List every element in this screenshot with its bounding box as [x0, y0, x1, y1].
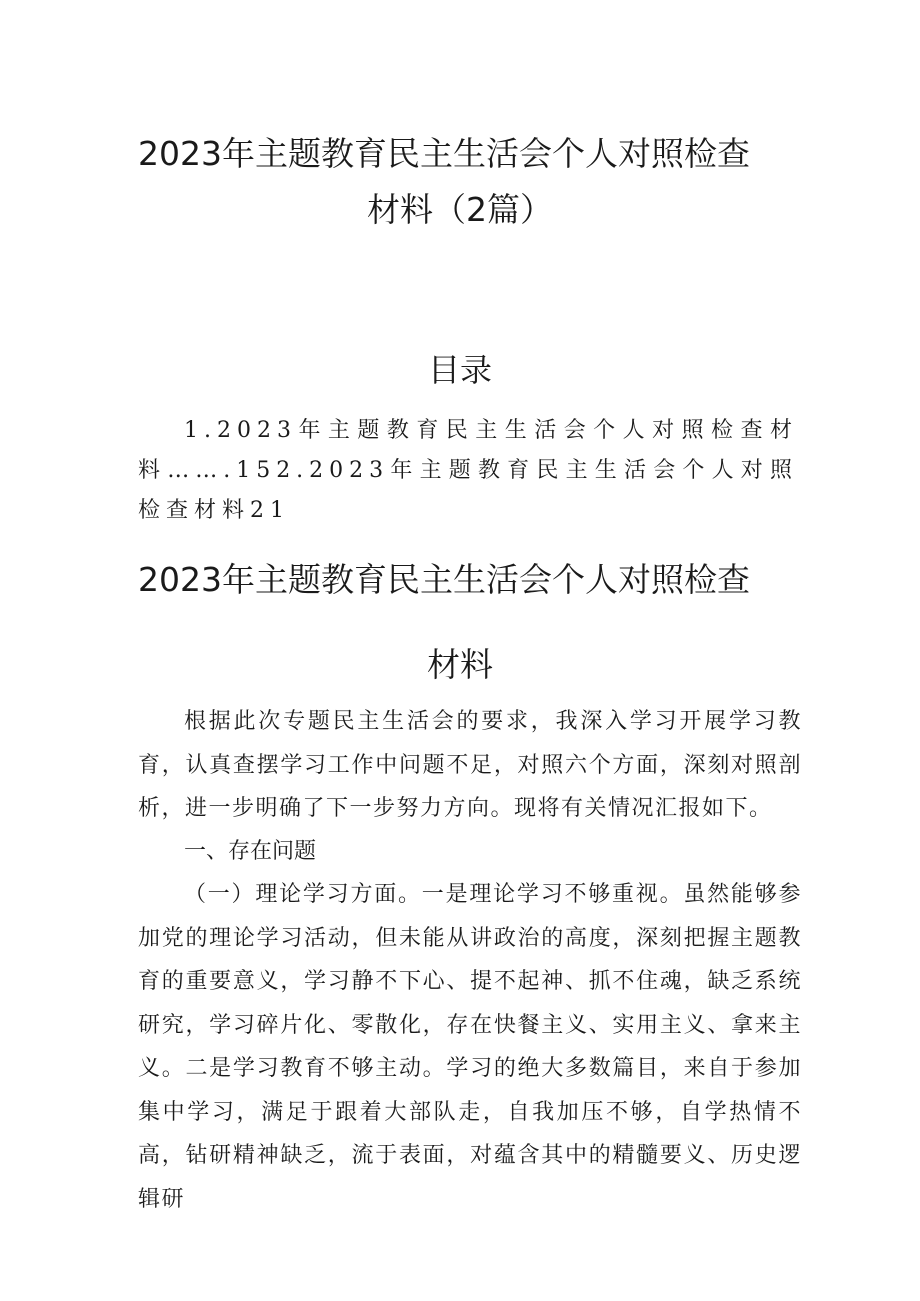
article-title-line-2: 材料 — [427, 645, 493, 684]
body-paragraph: （一）理论学习方面。一是理论学习不够重视。虽然能够参加党的理论学习活动，但未能从讲政治的高度，深刻把握主题教育的重要意义，学习静不下心、提不起神、抓不住魂，缺乏系统研究，学习碎片化、零散化，存在快餐主义、实用主义、拿来主义。二是学习教育不够主动。学习的绝大多数篇目，来自于参加集中学习，满足于跟着大部队走，自我加压不够，自学热情不高，钻研精神缺乏，流于表面，对蕴含其中的精髓要义、历史逻辑研 — [138, 882, 802, 1212]
toc-entries: 1.2023年主题教育民主生活会个人对照检查材料…….152.2023年主题教育民主生活会个人对照检查材料21 — [138, 418, 798, 523]
document-title-line-1: 2023年主题教育民主生活会个人对照检查 — [138, 134, 750, 173]
toc-heading: 目录 — [427, 351, 492, 389]
section-heading: 一、存在问题 — [184, 839, 317, 864]
article-title-line-1: 2023年主题教育民主生活会个人对照检查 — [138, 560, 750, 599]
intro-paragraph: 根据此次专题民主生活会的要求，我深入学习开展学习教育，认真查摆学习工作中问题不足，对照六个方面，深刻对照剖析，进一步明确了下一步努力方向。现将有关情况汇报如下。 — [138, 709, 802, 821]
document-title-line-2: 材料（2篇） — [367, 190, 553, 229]
